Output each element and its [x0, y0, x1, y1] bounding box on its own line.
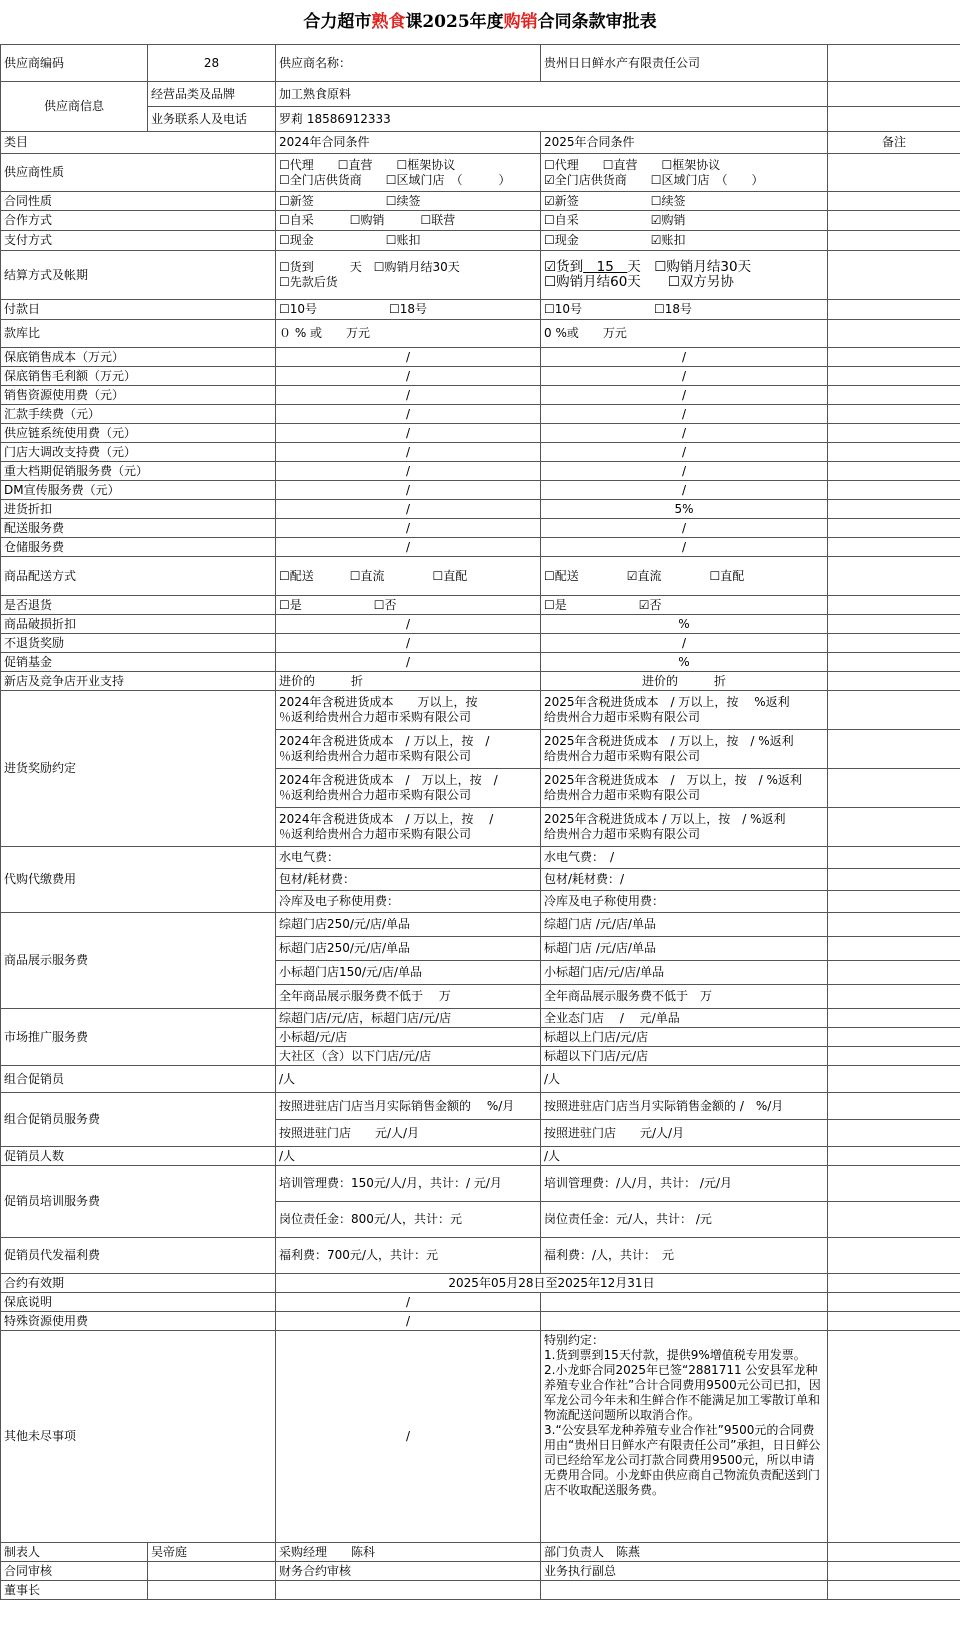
table-row [1, 1009, 960, 1028]
special-agreement-item-1: 1.货到票到15天付款，提供9%增值税专用发票。 [544, 1348, 806, 1362]
reward-2025 [541, 769, 828, 808]
combo-fee-2024: 按照进驻店门店当月实际销售金额的 %/月 [276, 1093, 541, 1120]
head-category: 类目 [1, 132, 276, 154]
reward-2025 [541, 691, 828, 730]
other-label: 其他未尽事项 [1, 1331, 276, 1543]
reward-2024-line1: 2024年含税进货成本 / 万以上，按 / [279, 734, 490, 748]
promo-fund-2025: % [541, 653, 828, 672]
settle-2024-line2: ☐先款后货 [279, 275, 338, 289]
market-2024: 小标超/元/店 [276, 1028, 541, 1047]
fee-label: 汇款手续费（元） [1, 405, 276, 424]
display-2024: 全年商品展示服务费不低于 万 [276, 985, 541, 1009]
table-row [1, 691, 960, 730]
settle-2025-days: 15 [583, 259, 628, 275]
table-row [1, 847, 960, 869]
fee-label: 供应链系统使用费（元） [1, 424, 276, 443]
reward-2025 [541, 730, 828, 769]
category-brand-label: 经营品类及品牌 [148, 82, 276, 107]
reward-2025-line2: 给贵州合力超市采购有限公司 [544, 749, 701, 763]
combo-label: 组合促销员 [1, 1066, 276, 1093]
reward-2025-line1: 2025年含税进货成本 / 万以上，按 / %返利 [544, 773, 802, 787]
pay-method-2024: ☐现金 ☐账扣 [276, 231, 541, 251]
table-row [1, 634, 960, 653]
fee-rows [1, 348, 960, 557]
reward-2025-line2: 给贵州合力超市采购有限公司 [544, 788, 701, 802]
table-row [1, 1238, 960, 1274]
fee-label: 进货折扣 [1, 500, 276, 519]
settle-2025-prefix: ☑货到 [544, 259, 584, 275]
proxy-rows [1, 847, 960, 913]
damage-2024: / [276, 615, 541, 634]
contract-approval-table [0, 44, 960, 1600]
guarantee-label: 保底说明 [1, 1293, 276, 1312]
reward-2024-line1: 2024年含税进货成本 / 万以上，按 / [279, 812, 494, 826]
fee-2025: / [541, 443, 828, 462]
table-row [1, 320, 960, 348]
supplier-code-label: 供应商编码 [1, 45, 148, 82]
table-row [1, 1331, 960, 1543]
table-row [1, 538, 960, 557]
newstore-2025: 进价的 折 [541, 672, 828, 691]
display-2024: 小标超门店150/元/店/单品 [276, 961, 541, 985]
display-rows [1, 913, 960, 1009]
fee-label: 保底销售成本（万元） [1, 348, 276, 367]
supplier-info-label: 供应商信息 [1, 82, 148, 132]
market-2025: 标超以下门店/元/店 [541, 1047, 828, 1066]
reward-2025-line2: 给贵州合力超市采购有限公司 [544, 827, 701, 841]
head-note: 备注 [828, 132, 960, 154]
combo-fee-rows [1, 1093, 960, 1147]
welfare-label: 促销员代发福利费 [1, 1238, 276, 1274]
table-row [1, 1293, 960, 1312]
contract-type-2025: ☑新签 ☐续签 [541, 192, 828, 211]
fee-2024: / [276, 367, 541, 386]
fee-2024: / [276, 405, 541, 424]
pay-method-2025: ☐现金 ☑账扣 [541, 231, 828, 251]
fee-2025: / [541, 462, 828, 481]
display-2025: 标超门店 /元/店/单品 [541, 937, 828, 961]
table-row [1, 596, 960, 615]
supplier-name-label: 供应商名称： [276, 45, 541, 82]
fee-2025: / [541, 481, 828, 500]
contract-type-2024: ☐新签 ☐续签 [276, 192, 541, 211]
fee-2024: / [276, 481, 541, 500]
chairman-label: 董事长 [1, 1581, 148, 1600]
proxy-2025: 包材/耗材费：/ [541, 869, 828, 891]
reward-2024-line2: ％返利给贵州合力超市采购有限公司 [279, 788, 472, 802]
market-2025: 全业态门店 / 元/单品 [541, 1009, 828, 1028]
noreturn-2025: / [541, 634, 828, 653]
table-row [1, 300, 960, 320]
fee-2024: / [276, 424, 541, 443]
table-row [1, 192, 960, 211]
nature-label: 供应商性质 [1, 154, 276, 192]
fee-label: 门店大调改支持费（元） [1, 443, 276, 462]
reward-2024-line2: ％返利给贵州合力超市采购有限公司 [279, 710, 472, 724]
training-label: 促销员培训服务费 [1, 1166, 276, 1238]
maker-name: 吴帝庭 [148, 1543, 276, 1562]
table-row [1, 500, 960, 519]
table-row [1, 615, 960, 634]
table-row [1, 45, 960, 82]
contract-type-label: 合同性质 [1, 192, 276, 211]
table-row [1, 1543, 960, 1562]
welfare-2025: 福利费：/人，共计： 元 [541, 1238, 828, 1274]
supplier-name: 贵州日日鲜水产有限责任公司 [541, 45, 828, 82]
noreturn-2024: / [276, 634, 541, 653]
page-title: 合力超市熟食课2025年度购销合同条款审批表 [303, 12, 657, 32]
promoter-count-label: 促销员人数 [1, 1147, 276, 1166]
display-2025: 小标超门店/元/店/单品 [541, 961, 828, 985]
market-rows [1, 1009, 960, 1066]
reward-2025 [541, 808, 828, 847]
fee-label: 配送服务费 [1, 519, 276, 538]
proxy-2025: 水电气费： / [541, 847, 828, 869]
table-row [1, 1166, 960, 1202]
table-row [1, 443, 960, 462]
fee-2025: 5% [541, 500, 828, 519]
fee-2025: / [541, 424, 828, 443]
table-row [1, 386, 960, 405]
contact-label: 业务联系人及电话 [148, 107, 276, 132]
fee-2024: / [276, 443, 541, 462]
maker-label: 制表人 [1, 1543, 148, 1562]
other-2025 [541, 1331, 828, 1543]
table-row [1, 519, 960, 538]
dept-head: 部门负责人 陈燕 [541, 1543, 828, 1562]
validity-value: 2025年05月28日至2025年12月31日 [276, 1274, 828, 1293]
reward-2024 [276, 769, 541, 808]
table-row [1, 1581, 960, 1600]
reward-2024-line1: 2024年含税进货成本 / 万以上，按 / [279, 773, 498, 787]
reward-2025-line1: 2025年含税进货成本 / 万以上，按 / %返利 [544, 734, 794, 748]
table-row [1, 462, 960, 481]
table-row [1, 653, 960, 672]
reward-label: 进货奖励约定 [1, 691, 276, 847]
newstore-label: 新店及竞争店开业支持 [1, 672, 276, 691]
table-row [1, 82, 960, 107]
fee-2025: / [541, 367, 828, 386]
head-2025: 2025年合同条件 [541, 132, 828, 154]
fee-label: 重大档期促销服务费（元） [1, 462, 276, 481]
reward-2024 [276, 730, 541, 769]
market-label: 市场推广服务费 [1, 1009, 276, 1066]
table-row [1, 1147, 960, 1166]
table-row [1, 251, 960, 300]
proxy-2025: 冷库及电子称使用费： [541, 891, 828, 913]
fee-2025: / [541, 538, 828, 557]
table-row [1, 672, 960, 691]
fee-2025: / [541, 348, 828, 367]
table-row [1, 367, 960, 386]
promo-fund-label: 促销基金 [1, 653, 276, 672]
coop-2024: ☐自采 ☐购销 ☐联营 [276, 211, 541, 231]
proxy-2024: 水电气费： [276, 847, 541, 869]
proxy-2024: 包材/耗材费： [276, 869, 541, 891]
table-row [1, 557, 960, 596]
nature-2024-line2: ☐全门店供货商 ☐区域门店 （ ） [279, 172, 511, 187]
table-row [1, 132, 960, 154]
fee-label: 仓储服务费 [1, 538, 276, 557]
display-2025: 综超门店 /元/店/单品 [541, 913, 828, 937]
nature-2025-line2: ☑全门店供货商 ☐区域门店 （ ） [544, 172, 764, 187]
reward-2024-line2: ％返利给贵州合力超市采购有限公司 [279, 827, 472, 841]
reward-2024-line2: ％返利给贵州合力超市采购有限公司 [279, 749, 472, 763]
special-label: 特殊资源使用费 [1, 1312, 276, 1331]
fee-label: DM宣传服务费（元） [1, 481, 276, 500]
display-2024: 标超门店250/元/店/单品 [276, 937, 541, 961]
guarantee-2024: / [276, 1293, 541, 1312]
payday-label: 付款日 [1, 300, 276, 320]
market-2024: 大社区（含）以下门店/元/店 [276, 1047, 541, 1066]
training-2024: 培训管理费：150元/人/月，共计：/ 元/月 [276, 1166, 541, 1202]
reward-2024-line1: 2024年含税进货成本 万以上，按 [279, 695, 478, 709]
head-2024: 2024年合同条件 [276, 132, 541, 154]
payday-2025: ☐10号 ☐18号 [541, 300, 828, 320]
fee-2024: / [276, 500, 541, 519]
fee-2024: / [276, 538, 541, 557]
delivery-label: 商品配送方式 [1, 557, 276, 596]
combo-fee-2025: 按照进驻门店 元/人/月 [541, 1120, 828, 1147]
newstore-2024: 进价的 折 [276, 672, 541, 691]
finance-review: 财务合约审核 [276, 1562, 541, 1581]
proxy-label: 代购代缴费用 [1, 847, 276, 913]
welfare-2024: 福利费：700元/人，共计：元 [276, 1238, 541, 1274]
fee-2025: / [541, 386, 828, 405]
reward-2025-line2: 给贵州合力超市采购有限公司 [544, 710, 701, 724]
display-2024: 综超门店250/元/店/单品 [276, 913, 541, 937]
buyer-manager: 采购经理 陈科 [276, 1543, 541, 1562]
return-2024: ☐是 ☐否 [276, 596, 541, 615]
business-vp: 业务执行副总 [541, 1562, 828, 1581]
combo-2024: /人 [276, 1066, 541, 1093]
market-2025: 标超以上门店/元/店 [541, 1028, 828, 1047]
training-rows [1, 1166, 960, 1238]
training-2025: 岗位责任金：元/人，共计： /元 [541, 1202, 828, 1238]
training-2024: 岗位责任金：800元/人，共计：元 [276, 1202, 541, 1238]
settle-2024-line1: ☐货到 天 ☐购销月结30天 [279, 260, 460, 274]
fee-label: 销售资源使用费（元） [1, 386, 276, 405]
display-label: 商品展示服务费 [1, 913, 276, 1009]
settle-label: 结算方式及帐期 [1, 251, 276, 300]
combo-2025: /人 [541, 1066, 828, 1093]
coop-2025: ☐自采 ☑购销 [541, 211, 828, 231]
fee-2024: / [276, 462, 541, 481]
review-label: 合同审核 [1, 1562, 148, 1581]
promoter-count-2025: /人 [541, 1147, 828, 1166]
damage-label: 商品破损折扣 [1, 615, 276, 634]
settle-2025-suffix: 天 ☐购销月结30天 [627, 259, 752, 275]
promoter-count-2024: /人 [276, 1147, 541, 1166]
promo-fund-2024: / [276, 653, 541, 672]
table-row [1, 1562, 960, 1581]
training-2025: 培训管理费：/人/月，共计： /元/月 [541, 1166, 828, 1202]
damage-2025: % [541, 615, 828, 634]
combo-fee-2025: 按照进驻店门店当月实际销售金额的 / %/月 [541, 1093, 828, 1120]
reward-rows [1, 691, 960, 847]
table-row [1, 231, 960, 251]
validity-label: 合约有效期 [1, 1274, 276, 1293]
special-agreement-item-3: 3.“公安县军龙种养殖专业合作社”9500元的合同费用由“贵州日日鲜水产有限责任公司”承担，日日鲜公司已经给军龙公司打款合同费用9500元，所以申请无费用合同。小龙虾由供应商自己物流负责配送到门店不收取配送服务费。 [544, 1423, 821, 1497]
ratio-label: 款库比 [1, 320, 276, 348]
table-row [1, 1312, 960, 1331]
proxy-2024: 冷库及电子称使用费： [276, 891, 541, 913]
return-label: 是否退货 [1, 596, 276, 615]
fee-2024: / [276, 386, 541, 405]
special-agreement-title: 特别约定： [544, 1333, 605, 1347]
nature-2025-line1: ☐代理 ☐直营 ☐框架协议 [544, 157, 721, 172]
fee-2024: / [276, 519, 541, 538]
table-row [1, 1093, 960, 1120]
noreturn-label: 不退货奖励 [1, 634, 276, 653]
nature-2024-line1: ☐代理 ☐直营 ☐框架协议 [279, 157, 456, 172]
payday-2024: ☐10号 ☐18号 [276, 300, 541, 320]
supplier-code: 28 [148, 45, 276, 82]
settle-2025-line2: ☐购销月结60天 ☐双方另协 [544, 274, 734, 290]
display-2025: 全年商品展示服务费不低于 万 [541, 985, 828, 1009]
table-row [1, 405, 960, 424]
market-2024: 综超门店/元/店，标超门店/元/店 [276, 1009, 541, 1028]
table-row [1, 1274, 960, 1293]
special-2024: / [276, 1312, 541, 1331]
fee-2025: / [541, 519, 828, 538]
reward-2025-line1: 2025年含税进货成本 / 万以上，按 / %返利 [544, 812, 786, 826]
table-row [1, 913, 960, 937]
pay-method-label: 支付方式 [1, 231, 276, 251]
delivery-2025: ☐配送 ☑直流 ☐直配 [541, 557, 828, 596]
other-2024: / [276, 1331, 541, 1543]
combo-fee-2024: 按照进驻门店 元/人/月 [276, 1120, 541, 1147]
fee-2025: / [541, 405, 828, 424]
category-brand: 加工熟食原料 [276, 82, 828, 107]
fee-2024: / [276, 348, 541, 367]
table-row [1, 424, 960, 443]
combo-fee-label: 组合促销员服务费 [1, 1093, 276, 1147]
delivery-2024: ☐配送 ☐直流 ☐直配 [276, 557, 541, 596]
ratio-2025: 0 %或 万元 [541, 320, 828, 348]
coop-label: 合作方式 [1, 211, 276, 231]
ratio-2024: ０ % 或 万元 [276, 320, 541, 348]
table-row [1, 1066, 960, 1093]
table-row [1, 211, 960, 231]
fee-label: 保底销售毛利额（万元） [1, 367, 276, 386]
table-row [1, 481, 960, 500]
return-2025: ☐是 ☑否 [541, 596, 828, 615]
reward-2024 [276, 808, 541, 847]
reward-2024 [276, 691, 541, 730]
contact: 罗莉 18586912333 [276, 107, 828, 132]
special-agreement-item-2: 2.小龙虾合同2025年已签“2881711 公安县军龙种养殖专业合作社”合计合同费用9500元公司已扣，因军龙公司今年未和生鲜合作不能满足加工零散订单和物流配送问题所以取消合作。 [544, 1363, 821, 1422]
table-row [1, 154, 960, 192]
reward-2025-line1: 2025年含税进货成本 / 万以上，按 %返利 [544, 695, 790, 709]
table-row [1, 348, 960, 367]
